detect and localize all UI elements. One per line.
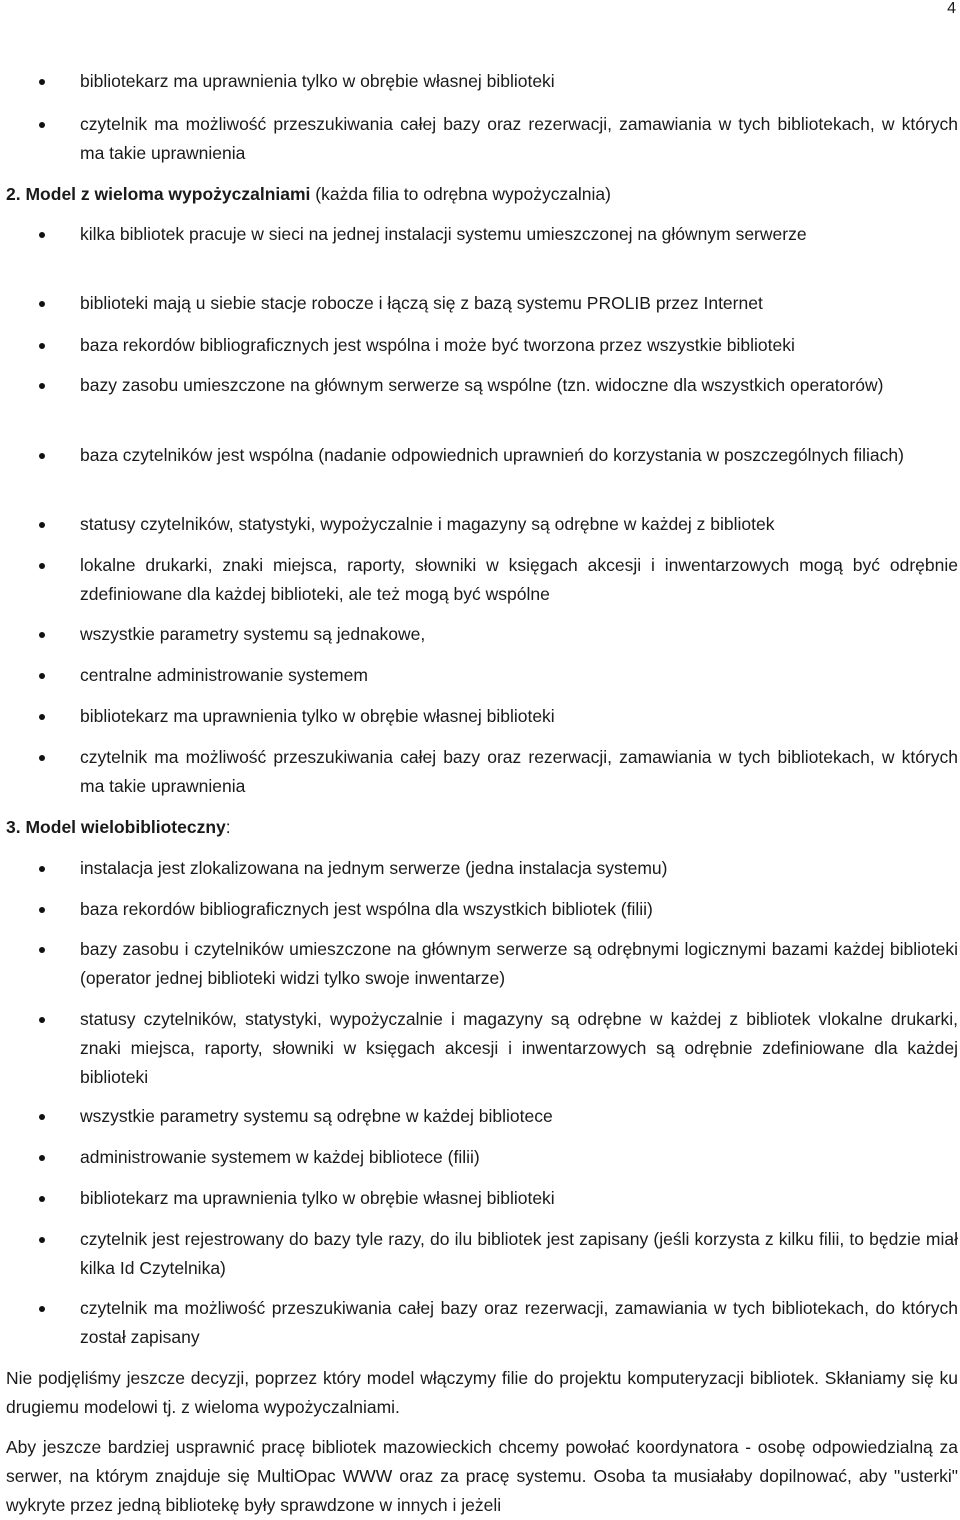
section-3-heading xyxy=(6,813,958,842)
list-item: wszystkie parametry systemu są odrębne w każdej bibliotece xyxy=(80,1102,958,1131)
section-title-note: (każda filia to odrębna wypożyczalnia) xyxy=(310,184,611,204)
body-paragraph: Aby jeszcze bardziej usprawnić pracę bibliotek mazowieckich chcemy powołać koordynatora - osobę odpowiedzialną za serwer, na którym znajduje się MultiOpac WWW oraz za pracę systemu. Osoba ta musiałaby dopilnować, aby "usterki" wykryte przez jedną bibliotekę były sprawdzone w innych i jeżeli xyxy=(6,1437,958,1515)
list-item: bazy zasobu i czytelników umieszczone na głównym serwerze są odrębnymi logicznymi bazami każdej biblioteki (operator jednej biblioteki widzi tylko swoje inwentarze) xyxy=(80,935,958,993)
list-item: czytelnik ma możliwość przeszukiwania całej bazy oraz rezerwacji, zamawiania w tych bibliotekach, w których ma takie uprawnienia xyxy=(80,110,958,168)
list-item: instalacja jest zlokalizowana na jednym serwerze (jedna instalacja systemu) xyxy=(80,854,958,883)
list-item: administrowanie systemem w każdej bibliotece (filii) xyxy=(80,1143,958,1172)
list-item: bazy zasobu umieszczone na głównym serwerze są wspólne (tzn. widoczne dla wszystkich operatorów) xyxy=(80,371,958,400)
list-item: wszystkie parametry systemu są jednakowe, xyxy=(80,620,958,649)
list-item: baza czytelników jest wspólna (nadanie odpowiednich uprawnień do korzystania w poszczególnych filiach) xyxy=(80,441,958,470)
page-number: 4 xyxy=(947,0,956,17)
section-title-suffix: : xyxy=(225,817,231,837)
list-item: czytelnik jest rejestrowany do bazy tyle razy, do ilu bibliotek jest zapisany (jeśli korzysta z kilku filii, to będzie miał kilka Id Czytelnika) xyxy=(80,1225,958,1283)
list-item: czytelnik ma możliwość przeszukiwania całej bazy oraz rezerwacji, zamawiania w tych bibliotekach, do których został zapisany xyxy=(80,1294,958,1352)
section-title: Model z wieloma wypożyczalniami xyxy=(25,184,311,204)
list-item: baza rekordów bibliograficznych jest wspólna dla wszystkich bibliotek (filii) xyxy=(80,895,958,924)
list-item: bibliotekarz ma uprawnienia tylko w obrębie własnej biblioteki xyxy=(80,67,958,96)
list-item: czytelnik ma możliwość przeszukiwania całej bazy oraz rezerwacji, zamawiania w tych bibliotekach, w których ma takie uprawnienia xyxy=(80,743,958,801)
list-item: kilka bibliotek pracuje w sieci na jednej instalacji systemu umieszczonej na głównym serwerze xyxy=(80,220,958,249)
list-item: biblioteki mają u siebie stacje robocze i łączą się z bazą systemu PROLIB przez Internet xyxy=(80,289,958,318)
section-number: 2. xyxy=(6,184,21,204)
list-item: centralne administrowanie systemem xyxy=(80,661,958,690)
section-2-heading xyxy=(6,180,958,209)
list-item: bibliotekarz ma uprawnienia tylko w obrębie własnej biblioteki xyxy=(80,702,958,731)
list-item: lokalne drukarki, znaki miejsca, raporty, słowniki w księgach akcesji i inwentarzowych mogą być odrębnie zdefiniowane dla każdej biblioteki, ale też mogą być wspólne xyxy=(80,551,958,609)
section-number: 3. xyxy=(6,817,21,837)
list-item: bibliotekarz ma uprawnienia tylko w obrębie własnej biblioteki xyxy=(80,1184,958,1213)
body-paragraph: Nie podjęliśmy jeszcze decyzji, poprzez który model włączymy filie do projektu komputeryzacji bibliotek. Skłaniamy się ku drugiemu modelowi tj. z wieloma wypożyczalniami. xyxy=(6,1368,958,1417)
list-item: statusy czytelników, statystyki, wypożyczalnie i magazyny są odrębne w każdej z bibliotek xyxy=(80,510,958,539)
list-item: statusy czytelników, statystyki, wypożyczalnie i magazyny są odrębne w każdej z bibliotek vlokalne drukarki, znaki miejsca, raporty, słowniki w księgach akcesji i inwentarzowych są odrębnie zdefiniowane dla każdej biblioteki xyxy=(80,1005,958,1092)
list-item: baza rekordów bibliograficznych jest wspólna i może być tworzona przez wszystkie biblioteki xyxy=(80,331,958,360)
section-title: Model wielobiblioteczny xyxy=(25,817,226,837)
